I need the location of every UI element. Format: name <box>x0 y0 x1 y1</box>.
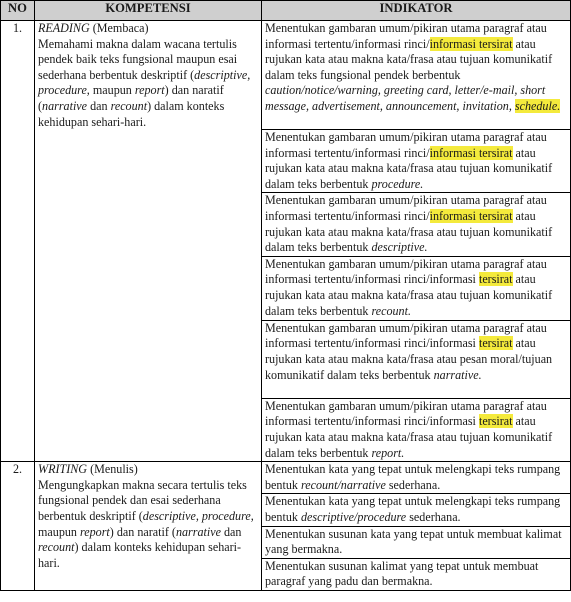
highlighted-text: informasi tersirat <box>429 145 513 160</box>
text-run: Memahami makna dalam wacana tertulis pendek baik teks fungsional maupun esai sederhana berbentuk deskriptif ( <box>38 36 238 82</box>
text-run: Menentukan gambaran umum/pikiran utama paragraf atau informasi tertentu/informasi rinci/informasi <box>265 398 547 429</box>
indikator-cell <box>262 462 571 494</box>
indikator-cell <box>262 21 571 130</box>
text-run: recount <box>38 540 75 555</box>
text-run: dan <box>220 524 242 539</box>
text-run: descriptive/procedure <box>300 509 407 524</box>
text-run: maupun <box>38 524 80 539</box>
text-run: atau rujukan kata atau makna kata/frasa atau tujuan komunikatif dalam teks berbentuk <box>265 145 553 191</box>
indikator-cell <box>262 398 571 461</box>
text-run: Menentukan kata yang tepat untuk melengkapi teks rumpang bentuk <box>265 462 561 492</box>
highlighted-text: informasi tersirat <box>429 36 513 51</box>
kompetensi-text <box>38 37 258 131</box>
indikator-cell <box>262 320 571 398</box>
skill-name: READING <box>38 21 90 35</box>
text-run: sederhana. <box>385 477 441 492</box>
highlighted-text: tersirat <box>478 414 513 429</box>
indikator-cell <box>262 558 571 590</box>
row-number: 2. <box>1 462 35 591</box>
text-run: procedure. <box>371 176 424 191</box>
header-kompetensi: KOMPETENSI <box>35 1 262 21</box>
kompetensi-cell <box>35 462 262 591</box>
text-run: ) dan naratif ( <box>109 524 176 539</box>
text-run: Menentukan gambaran umum/pikiran utama paragraf atau informasi tertentu/informasi rinci/informasi <box>265 256 547 287</box>
text-run: Menentukan gambaran umum/pikiran utama paragraf atau informasi tertentu/informasi rinci/ <box>265 193 547 223</box>
text-run: report <box>134 83 165 98</box>
highlighted-text: informasi tersirat <box>429 208 513 223</box>
highlighted-text: schedule. <box>514 98 561 113</box>
text-run: ) dan naratif ( <box>38 83 224 113</box>
skill-heading <box>38 462 258 478</box>
text-run: Menentukan gambaran umum/pikiran utama paragraf atau informasi tertentu/informasi rinci/informasi <box>265 320 547 351</box>
row-number: 1. <box>1 21 35 462</box>
text-run: atau rujukan kata atau makna kata/frasa atau tujuan komunikatif dalam teks berbentuk <box>265 208 553 255</box>
table-row <box>1 462 571 494</box>
text-run: Menentukan susunan kalimat yang tepat untuk membuat paragraf yang padu dan bermakna. <box>265 558 539 589</box>
text-run: narrative <box>42 98 88 113</box>
text-run: sederhana. <box>406 509 461 524</box>
text-run: atau rujukan kata atau makna kata/frasa atau tujuan komunikatif dalam teks berbentuk <box>265 414 553 460</box>
header-indikator: INDIKATOR <box>262 1 571 21</box>
indikator-cell <box>262 193 571 256</box>
indikator-cell <box>262 130 571 193</box>
header-no: NO <box>1 1 35 21</box>
text-run: report. <box>371 445 405 460</box>
highlighted-text: tersirat <box>478 336 513 351</box>
text-run: maupun <box>89 83 135 98</box>
text-run: Mengungkapkan makna secara tertulis teks fungsional pendek dan esai sederhana berbentuk deskriptif ( <box>38 477 247 523</box>
text-run: recount/narrative <box>300 477 386 492</box>
indikator-cell <box>262 526 571 558</box>
text-run: caution/notice/warning, greeting card, letter/e-mail, short message, advertisement, announcement, invitation, <box>265 83 546 113</box>
indikator-cell <box>262 494 571 526</box>
text-run: Menentukan gambaran umum/pikiran utama paragraf atau informasi tertentu/informasi rinci/ <box>265 130 547 160</box>
text-run: descriptive. <box>371 240 428 255</box>
highlighted-text: tersirat <box>478 272 513 287</box>
skill-gloss: (Menulis) <box>90 462 138 477</box>
text-run: atau rujukan kata atau makna kata/frasa atau pesan moral/tujuan komunikatif dalam teks berbentuk <box>265 336 553 382</box>
kompetensi-cell <box>35 21 262 462</box>
text-run: dan <box>87 98 111 113</box>
skill-name: WRITING <box>38 462 88 477</box>
text-run: Menentukan susunan kata yang tepat untuk membuat kalimat yang bermakna. <box>265 526 562 557</box>
kompetensi-text <box>38 478 258 572</box>
text-run: recount. <box>371 303 411 318</box>
text-run: atau rujukan kata atau makna kata/frasa atau tujuan komunikatif dalam teks berbentuk <box>265 272 553 318</box>
text-run: ) dalam konteks kehidupan sehari-hari. <box>38 540 242 570</box>
header-row <box>1 1 571 21</box>
skill-heading <box>38 21 258 37</box>
table-row <box>1 21 571 130</box>
text-run: descriptive, procedure, <box>142 508 254 523</box>
text-run: report <box>80 524 110 539</box>
text-run: atau rujukan kata atau makna kata/frasa atau tujuan komunikatif dalam teks fungsional pendek berbentuk <box>265 36 553 82</box>
text-run: recount <box>110 98 148 113</box>
skill-gloss: (Membaca) <box>92 21 149 35</box>
text-run: narrative <box>175 524 221 539</box>
text-run: narrative. <box>433 367 482 382</box>
text-run: Menentukan kata yang tepat untuk melengkapi teks rumpang bentuk <box>265 494 561 524</box>
text-run: descriptive, procedure, <box>38 67 251 98</box>
text-run: ) dalam konteks kehidupan sehari-hari. <box>38 98 225 129</box>
text-run: Menentukan gambaran umum/pikiran utama paragraf atau informasi tertentu/informasi rinci/ <box>265 21 547 51</box>
indikator-cell <box>262 256 571 320</box>
